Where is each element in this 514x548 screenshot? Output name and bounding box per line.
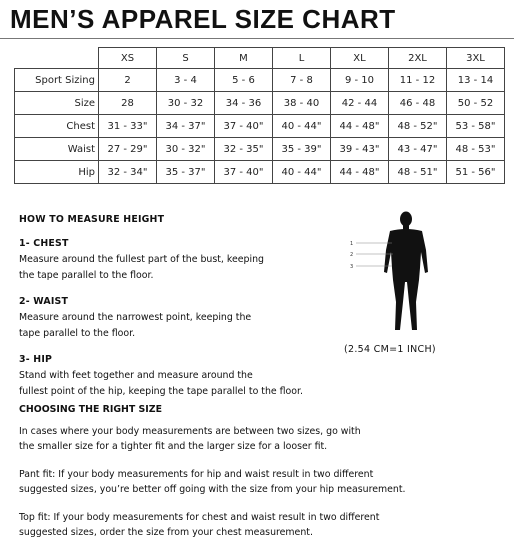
body-silhouette-figure	[346, 210, 446, 340]
table-cell: 40 - 44"	[273, 115, 331, 138]
top-fit-line: suggested sizes, order the size from your chest measurement.	[19, 527, 313, 538]
table-cell: 48 - 53"	[447, 138, 505, 161]
table-cell: 30 - 32	[157, 92, 215, 115]
table-cell: 51 - 56"	[447, 161, 505, 184]
page-title: MEN’S APPAREL SIZE CHART	[10, 4, 396, 34]
table-cell: 35 - 37"	[157, 161, 215, 184]
table-cell: 50 - 52	[447, 92, 505, 115]
row-label: Chest	[15, 115, 99, 138]
size-header-cell: M	[215, 48, 273, 69]
measure-instructions	[19, 212, 349, 400]
size-header-cell: 2XL	[389, 48, 447, 69]
table-cell: 46 - 48	[389, 92, 447, 115]
chest-heading: 1- CHEST	[19, 238, 69, 249]
table-cell: 27 - 29"	[99, 138, 157, 161]
title-divider	[0, 38, 514, 39]
choosing-heading: CHOOSING THE RIGHT SIZE	[19, 404, 162, 415]
waist-text-line: Measure around the narrowest point, keeping the	[19, 312, 252, 323]
row-label: Sport Sizing	[15, 69, 99, 92]
table-cell: 37 - 40"	[215, 161, 273, 184]
table-cell: 43 - 47"	[389, 138, 447, 161]
table-cell: 11 - 12	[389, 69, 447, 92]
waist-heading: 2- WAIST	[19, 296, 69, 307]
table-cell: 48 - 52"	[389, 115, 447, 138]
howto-heading: HOW TO MEASURE HEIGHT	[19, 214, 165, 225]
chest-text-line: the tape parallel to the floor.	[19, 270, 154, 281]
table-cell: 34 - 36	[215, 92, 273, 115]
table-cell: 53 - 58"	[447, 115, 505, 138]
size-header-cell: XL	[331, 48, 389, 69]
size-header-cell: L	[273, 48, 331, 69]
unit-conversion-note: (2.54 CM=1 INCH)	[344, 344, 436, 355]
table-cell: 5 - 6	[215, 69, 273, 92]
table-corner	[15, 48, 99, 69]
row-label: Hip	[15, 161, 99, 184]
table-cell: 38 - 40	[273, 92, 331, 115]
choosing-intro-line: In cases where your body measurements are between two sizes, go with	[19, 425, 361, 437]
table-cell: 28	[99, 92, 157, 115]
table-cell: 39 - 43"	[331, 138, 389, 161]
table-cell: 40 - 44"	[273, 161, 331, 184]
table-cell: 2	[99, 69, 157, 92]
choosing-intro-line: the smaller size for a tighter fit and the larger size for a looser fit.	[19, 441, 328, 452]
table-cell: 48 - 51"	[389, 161, 447, 184]
pant-fit-line: Pant fit: If your body measurements for hip and waist result in two different	[19, 468, 374, 480]
table-row	[15, 161, 505, 184]
pant-fit-line: suggested sizes, you’re better off going with the size from your hip measurement.	[19, 484, 406, 495]
table-row	[15, 92, 505, 115]
table-cell: 32 - 34"	[99, 161, 157, 184]
marker-label: 2	[350, 252, 354, 258]
size-chart-table	[14, 47, 505, 184]
size-header-row	[15, 48, 505, 69]
table-cell: 30 - 32"	[157, 138, 215, 161]
table-cell: 7 - 8	[273, 69, 331, 92]
table-cell: 9 - 10	[331, 69, 389, 92]
table-row	[15, 115, 505, 138]
row-label: Waist	[15, 138, 99, 161]
row-label: Size	[15, 92, 99, 115]
table-cell: 31 - 33"	[99, 115, 157, 138]
table-cell: 42 - 44	[331, 92, 389, 115]
waist-text-line: tape parallel to the floor.	[19, 328, 136, 339]
hip-heading: 3- HIP	[19, 354, 53, 365]
marker-label: 1	[350, 241, 354, 247]
chest-text-line: Measure around the fullest part of the bust, keeping	[19, 254, 264, 265]
table-cell: 35 - 39"	[273, 138, 331, 161]
marker-label: 3	[350, 264, 354, 270]
size-header-cell: 3XL	[447, 48, 505, 69]
table-row	[15, 138, 505, 161]
choosing-section	[19, 402, 439, 541]
table-row	[15, 69, 505, 92]
table-cell: 44 - 48"	[331, 115, 389, 138]
table-cell: 13 - 14	[447, 69, 505, 92]
table-cell: 37 - 40"	[215, 115, 273, 138]
table-cell: 44 - 48"	[331, 161, 389, 184]
table-cell: 3 - 4	[157, 69, 215, 92]
size-header-cell: S	[157, 48, 215, 69]
table-cell: 34 - 37"	[157, 115, 215, 138]
size-header-cell: XS	[99, 48, 157, 69]
top-fit-line: Top fit: If your body measurements for chest and waist result in two different	[19, 511, 380, 523]
hip-text-line: Stand with feet together and measure around the	[19, 370, 253, 381]
hip-text-line: fullest point of the hip, keeping the tape parallel to the floor.	[19, 386, 303, 397]
table-cell: 32 - 35"	[215, 138, 273, 161]
